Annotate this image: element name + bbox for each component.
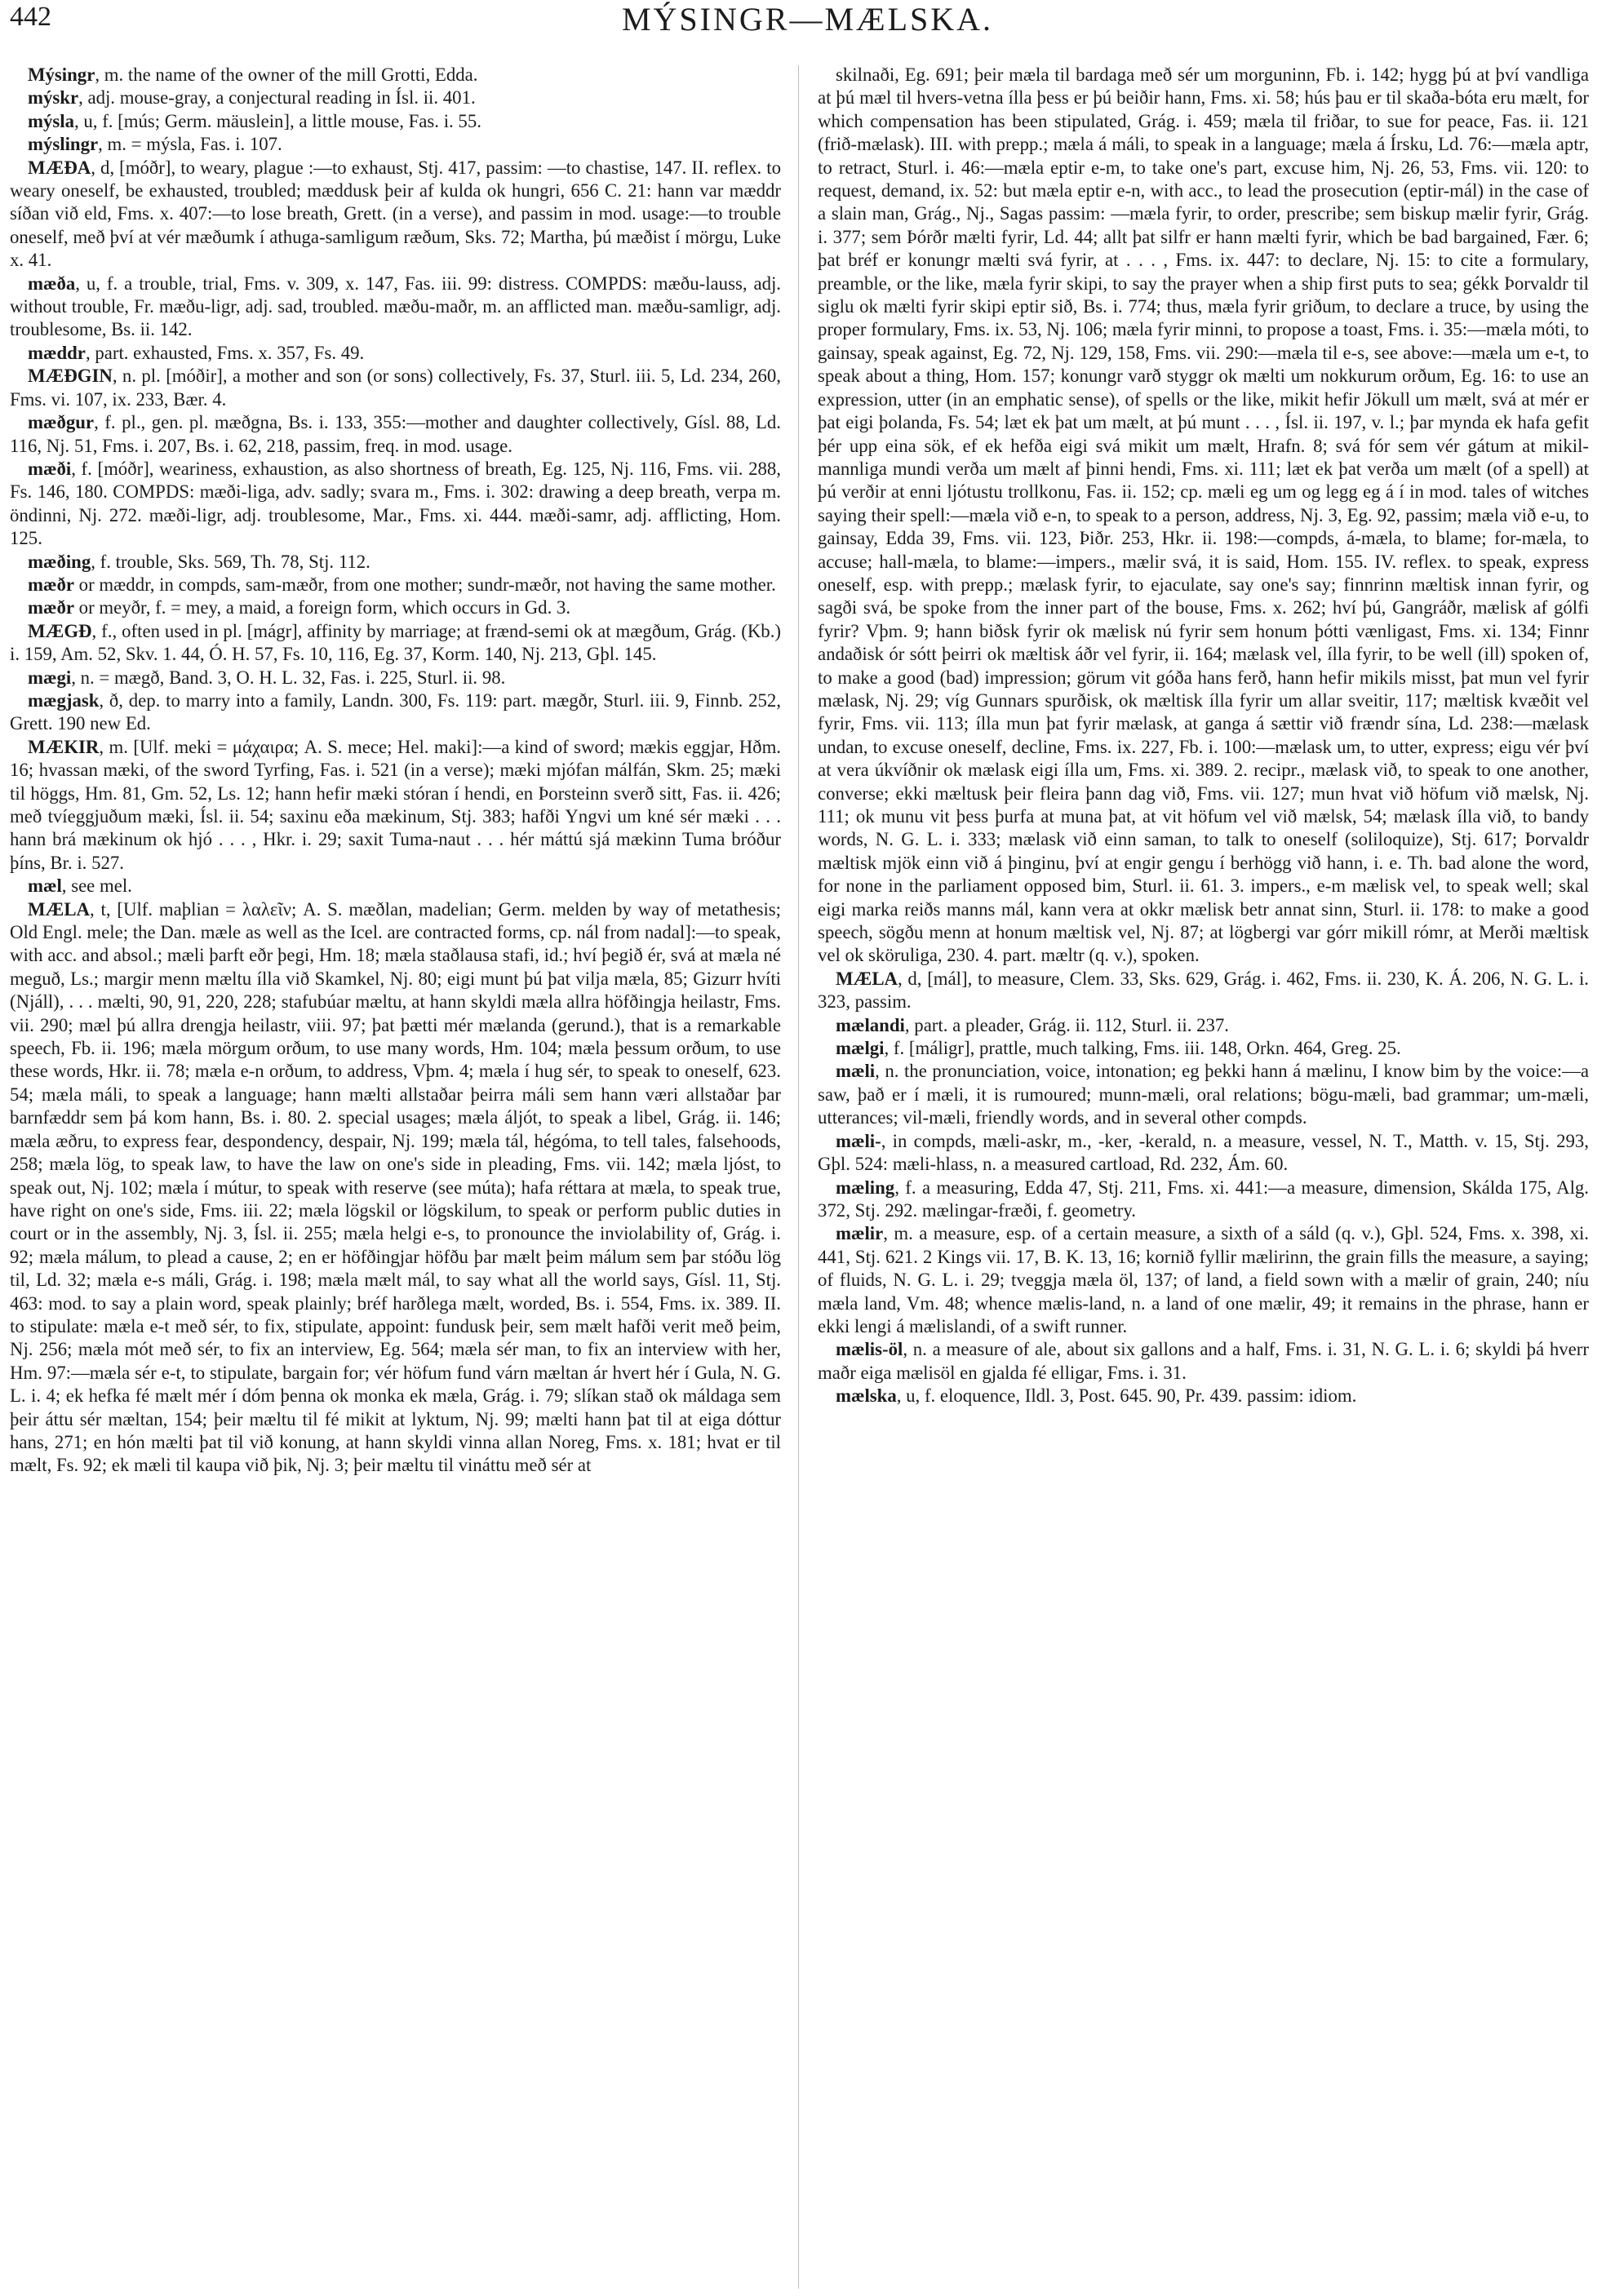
dictionary-entry: [10, 689, 781, 736]
entry-headword: mæðing: [28, 551, 91, 572]
dictionary-entry: [818, 968, 1589, 1014]
dictionary-entry: [10, 620, 781, 667]
left-column: [10, 64, 781, 2287]
entry-text: , adj. mouse-gray, a conjectural reading in Ísl. ii. 401.: [78, 87, 476, 109]
entry-text: , part. a pleader, Grág. ii. 112, Sturl. ii. 237.: [904, 1014, 1229, 1035]
dictionary-entry: [818, 1177, 1589, 1223]
dictionary-entry: [10, 273, 781, 342]
entry-headword: mæði: [28, 458, 72, 479]
right-column: [818, 64, 1589, 2287]
entry-text: or meyðr, f. = mey, a maid, a foreign form, which occurs in Gd. 3.: [73, 597, 571, 618]
entry-text: , see mel.: [61, 875, 132, 897]
entry-text: , f. pl., gen. pl. mæðgna, Bs. i. 133, 355:—mother and daughter collectively, Gísl. 88, Ld. 116, Nj. 51, Fms. i. 207, Bs. i. 62, 218, passim, freq. in mod. usage.: [10, 412, 781, 456]
entry-headword: MÆÐA: [28, 157, 91, 178]
entry-headword: mæðr: [28, 597, 74, 618]
entry-headword: mæðgur: [28, 412, 95, 433]
entry-headword: mæling: [836, 1177, 895, 1198]
dictionary-entry: [10, 667, 781, 689]
dictionary-entry: [10, 86, 781, 109]
entry-text: , m. [Ulf. meki = μάχαιρα; A. S. mece; Hel. maki]:—a kind of sword; mækis eggjar, Hðm. 16; hvassan mæki, of the sword Tyrfing, Fas. i. 521 (in a verse); mæki mjófan málfán, Skm. 25; mæki til höggs, Hm. 81, Gm. 52, Ls. 12; hann hefir mæki stóran í hendi, en Þorsteinn sverð sitt, Fas. ii. 426; með tvíeggjuðum mæki, Ísl. ii. 54; saxinu eða mækinum, Stj. 383; hafði Yngvi um kné sér mæki . . . hann brá mækinum ok hjó . . . , Hkr. i. 29; saxit Tuma-naut . . . hér máttú sjá mækinn Tuma bróður þíns, Br. i. 527.: [10, 736, 781, 873]
entry-headword: mýskr: [28, 87, 79, 109]
entry-text: , f. a measuring, Edda 47, Stj. 211, Fms. xi. 441:—a measure, dimension, Skálda 175, Alg. 372, Stj. 292. mælingar-fræði, f. geometry.: [818, 1177, 1589, 1221]
dictionary-entry: [10, 64, 781, 86]
entry-text: , d, [mál], to measure, Clem. 33, Sks. 629, Grág. i. 462, Fms. ii. 230, K. Á. 206, N. G. L. i. 323, passim.: [818, 968, 1589, 1013]
entry-headword: mægjask: [28, 689, 100, 711]
entry-text: or mæddr, in compds, sam-mæðr, from one mother; sundr-mæðr, not having the same mother.: [73, 574, 776, 595]
entry-headword: MÆGÐ: [28, 620, 92, 641]
dictionary-entry: [10, 574, 781, 596]
entry-text: , in compds, mæli-askr, m., -ker, -kerald, n. a measure, vessel, N. T., Matth. v. 15, Stj. 293, Gþl. 524: mæli-hlass, n. a measured cartload, Rd. 232, Ám. 60.: [818, 1130, 1589, 1175]
entry-headword: mæli: [836, 1061, 876, 1082]
entry-text: , n. a measure of ale, about six gallons and a half, Fms. i. 31, N. G. L. i. 6; skyldi þá hverr maðr eiga mælisöl en gjalda fé elligar, Fms. i. 31.: [818, 1339, 1589, 1383]
dictionary-entry: [10, 342, 781, 365]
entry-headword: MÆÐGIN: [28, 366, 113, 387]
dictionary-entry: [10, 133, 781, 156]
entry-text: , f. [móðr], weariness, exhaustion, as also shortness of breath, Eg. 125, Nj. 116, Fms. vii. 288, Fs. 146, 180. COMPDS: mæði-liga, adv. sadly; svara m., Fms. i. 302: drawing a deep breath, verpa m. öndinni, Nj. 272. mæði-ligr, adj. troublesome, Mar., Fms. xi. 444. mæði-samr, adj. afflicting, Hom. 125.: [10, 458, 781, 549]
dictionary-entry: [10, 458, 781, 551]
entry-headword: mæddr: [28, 342, 86, 363]
entry-text: , u, f. eloquence, Ildl. 3, Post. 645. 90, Pr. 439. passim: idiom.: [896, 1385, 1357, 1407]
entry-text: , f. trouble, Sks. 569, Th. 78, Stj. 112.: [91, 551, 370, 572]
entry-headword: mýslingr: [28, 134, 99, 155]
dictionary-entry: [818, 64, 1589, 968]
running-title: MÝSINGR—MÆLSKA.: [621, 1, 994, 38]
entry-headword: mælir: [836, 1223, 884, 1244]
entry-headword: mælska: [836, 1385, 897, 1407]
entry-headword: MÆLA: [836, 968, 898, 989]
dictionary-entry: [10, 736, 781, 875]
entry-text: , f., often used in pl. [mágr], affinity by marriage; at frænd-semi ok at mægðum, Grág. (Kb.) i. 159, Am. 52, Skv. 1. 44, Ó. H. 57, Fs. 10, 116, Eg. 37, Korm. 140, Nj. 213, Gþl. 145.: [10, 620, 781, 665]
entry-headword: mælis-öl: [836, 1339, 903, 1360]
dictionary-entry: [10, 596, 781, 619]
dictionary-entry: [818, 1338, 1589, 1385]
entry-text: , m. the name of the owner of the mill Grotti, Edda.: [95, 64, 478, 85]
dictionary-entry: [10, 110, 781, 133]
dictionary-entry: [10, 365, 781, 411]
entry-text: , m. = mýsla, Fas. i. 107.: [98, 134, 282, 155]
dictionary-entry: [818, 1037, 1589, 1060]
dictionary-entry: [818, 1060, 1589, 1129]
dictionary-entry: [10, 898, 781, 1478]
entry-headword: mælandi: [836, 1014, 905, 1035]
entry-text: , u, f. [mús; Germ. mäuslein], a little mouse, Fas. i. 55.: [74, 110, 481, 131]
entry-text: , part. exhausted, Fms. x. 357, Fs. 49.: [85, 342, 365, 363]
dictionary-entry: [10, 551, 781, 574]
dictionary-entry: [10, 411, 781, 458]
dictionary-entry: [818, 1014, 1589, 1037]
page-header: [10, 0, 1605, 38]
entry-text: , n. the pronunciation, voice, intonation; eg þekki hann á mælinu, I know bim by the voice:—a saw, það er í mæli, it is rumoured; munn-mæli, oral relations; bögu-mæli, bad grammar; um-mæli, utterances; vil-mæli, friendly words, and in several other compds.: [818, 1061, 1589, 1128]
dictionary-entry: [818, 1130, 1589, 1177]
entry-text: , t, [Ulf. maþlian = λαλεῖν; A. S. mæðlan, madelian; Germ. melden by way of metathesis; Old Engl. mele; the Dan. mæle as well as the Icel. are contracted forms, cp. nál from nadal]:—to speak, with acc. and absol.; mæli þarft eðr þegi, Hm. 18; mæla staðlausa stafi, id.; hví þegið ér, svá at mæla né meguð, Ls.; margir menn mæltu ílla við Skamkel, Nj. 80; eigi munt þú þat vilja mæla, 85; Gizurr hvíti (Njáll), . . . mælti, 90, 91, 220, 228; stafubúar mæltu, at hann skyldi mæla allra höfðingja heilastr, Fms. vii. 290; mæl þú allra drengja heilastr, viii. 97; þat þætti mér mælanda (gerund.), that is a remarkable speech, Fb. ii. 196; mæla mörgum orðum, to use many words, Hm. 104; mæla þessum orðum, to use these words, Hkr. ii. 78; mæla e-n orðum, to address, Vþm. 4; mæla í hug sér, to speak to oneself, 623. 54; mæla máli, to speak a language; hann mælti allstaðar þeirra máli sem hann væri allstaðar þar barnfæddr sem þá kom hann, Bs. i. 80. 2. special usages; mæla áljót, to speak a libel, Grág. ii. 146; mæla æðru, to express fear, despondency, despair, Nj. 199; mæla tál, hégóma, to tell tales, falsehoods, 258; mæla lög, to speak law, to have the law on one's side in pleading, Fms. vii. 142; mæla ljóst, to speak out, Nj. 102; mæla í mútur, to speak with reserve (see múta); hafa réttara at mæla, to speak true, have right on one's side, Fms. iii. 22; mæla lögskil or lögskilum, to speak or perform public duties in court or in the assembly, Nj. 3, Ísl. ii. 255; mæla helgi e-s, to pronounce the inviolability of, Grág. i. 92; mæla málum, to plead a cause, 2; en er höfðingjar höfðu þar mælt þeim málum sem þar stóðu lög til, Ld. 32; mæla e-s máli, Grág. i. 198; mæla mælt mál, to say what all the world says, Gísl. 11, Stj. 463: mod. to say a plain word, speak plainly; bréf harðlega mælt, worded, Bs. i. 554, Fms. ix. 389. II. to stipulate: mæla e-t með sér, to fix, stipulate, appoint: fundusk þeir, sem mælt hafði verit með þeim, Nj. 256; mæla mót með sér, to fix an interview, Eg. 564; mæla sér man, to fix an interview with her, Hm. 97:—mæla sér e-t, to stipulate, bargain for; vér höfum fund várn mæltan ár hvert hér í Gula, N. G. L. i. 4; ek hefka fé mælt mér í dóm þenna ok monka ek mæla, Grág. i. 79; slíkan stað ok máldaga sem þeir áttu sér mæltan, 154; þeir mæltu til fé mikit at lyktum, Nj. 99; mælti hann þat til at eiga dóttur hans, 271; en hón mælti þat til við konung, at hann skyldi vinna allan Noreg, Fms. x. 181; hvat er til mælt, Fs. 92; ek mæli til kaupa við þik, Nj. 3; þeir mæltu til vináttu með sér at: [10, 898, 781, 1476]
entry-headword: mægi: [28, 667, 72, 688]
entry-headword: mæli-: [836, 1130, 881, 1151]
entry-text: , n. = mægð, Band. 3, O. H. L. 32, Fas. i. 225, Sturl. ii. 98.: [71, 667, 506, 688]
entry-text: , ð, dep. to marry into a family, Landn. 300, Fs. 119: part. mægðr, Sturl. iii. 9, Finnb. 252, Grett. 190 new Ed.: [10, 689, 781, 734]
page-number: 442: [10, 2, 51, 32]
dictionary-entry: [818, 1385, 1589, 1407]
entry-text: , u, f. a trouble, trial, Fms. v. 309, x. 147, Fas. iii. 99: distress. COMPDS: mæðu-lauss, adj. without trouble, Fr. mæðu-ligr, adj. sad, troubled. mæðu-maðr, m. an afflicted man. mæðu-samligr, adj. troublesome, Bs. ii. 142.: [10, 273, 781, 340]
entry-text: , d, [móðr], to weary, plague :—to exhaust, Stj. 417, passim: —to chastise, 147. II. reflex. to weary oneself, be exhausted, troubled; mæddusk þeir af kulda ok hungri, 656 C. 21: hann var mæddr síðan við eld, Fms. x. 407:—to lose breath, Grett. (in a verse), and passim in mod. usage:—to trouble oneself, með því at vér mæðumk í athuga-samligum ræðum, Sks. 72; Martha, þú mæðist í mörgu, Luke x. 41.: [10, 157, 781, 271]
entry-headword: mæðr: [28, 574, 74, 595]
entry-headword: mælgi: [836, 1038, 885, 1059]
entry-headword: mæða: [28, 273, 76, 294]
entry-headword: Mýsingr: [28, 64, 95, 85]
entry-text: skilnaði, Eg. 691; þeir mæla til bardaga með sér um morguninn, Fb. i. 142; hygg þú at því vandliga at þú mæl til hvers-vetna ílla þess er þú beiðir hann, Fms. xi. 58; hús þau er til skaða-bóta eru mælt, for which compensation has been stipulated, Grág. i. 459; mæla til friðar, to sue for peace, Fas. ii. 121 (frið-mælask). III. with prepp.; mæla á máli, to speak in a language; mæla á Írsku, Ld. 76:—mæla aptr, to retract, Sturl. i. 46:—mæla eptir e-m, to take one's part, excuse him, Nj. 26, 53, Fms. vii. 120: to request, demand, ix. 52: but mæla eptir e-n, with acc., to lead the prosecution (eptir-mál) in the case of a slain man, Grág., Nj., Sagas passim: —mæla fyrir, to order, prescribe; sem biskup mælir fyrir, Grág. i. 377; sem Þórðr mælti fyrir, Ld. 44; allt þat silfr er hann mælti fyrir, which be bad bargained, Fær. 6; þat bréf er konungr mælti svá fyrir, at . . . , Fms. ix. 447: to declare, Nj. 15: to cite a formulary, preamble, or the like, mæla fyrir skipi, to say the prayer when a ship first puts to sea; gékk Þorvaldr til siglu ok mælti fyrir skipi eptir sið, Bs. i. 774; thus, mæla fyrir griðum, to declare a truce, by using the proper formulary, Fms. ix. 53, Nj. 106; mæla fyrir minni, to propose a toast, Fms. i. 35:—mæla móti, to gainsay, speak against, Eg. 72, Nj. 129, 158, Fms. vii. 290:—mæla til e-s, see above:—mæla um e-t, to speak about a thing, Hom. 157; konungr varð styggr ok mælti um nokkurum orðum, Eg. 16: to use an expression, utter (in an emphatic sense), of spells or the like, mikit hefir Jökull um mælt, svá at mér er þat eigi þolanda, Fs. 54; læt ek þat um mælt, at þú munt . . . , Ísl. ii. 197, v. l.; þar mynda ek hafa gefit þér upp eina sök, ef ek hefða eigi svá mikit um mælt, Hrafn. 8; svá fór sem vér gátum at mikil-mannliga mundi verða um mælt af þinni hendi, Fms. xi. 111; læt ek þat verða um mælt (of a spell) at þú verðir at enni ljótustu trollkonu, Fas. ii. 152; cp. mæli eg um og legg eg á í in mod. tales of witches saying their spell:—mæla við e-n, to speak to a person, address, Nj. 3, Eg. 92, passim; mæla við e-u, to gainsay, Edda 39, Fms. vii. 123, Þiðr. 253, Hkr. ii. 198:—compds, á-mæla, to blame; for-mæla, to accuse; hall-mæla, to blame:—impers., mælir svá, it is said, Hom. 155. IV. reflex. to speak, express oneself, esp. with prepp.; mælask fyrir, to ejaculate, say one's say; finnrinn mæltisk innan fyrir, og sagði svá, be spoke from the inner part of the bouse, Fms. x. 262; hví þú, Gangráðr, mælisk af gólfi fyrir? Vþm. 9; hann biðsk fyrir ok mælisk nú fyrir sem honum þótti vænligast, Fms. xi. 134; Finnr andaðisk ór sótt þeirri ok mæltisk áðr vel fyrir, ii. 164; mælask vel, ílla fyrir, to be well (ill) spoken of, to make a good (bad) impression; görum vit góða hans ferð, hann hefir mikils misst, þat mun vel fyrir mælask, Nj. 29; víg Gunnars spurðisk, ok mæltisk ílla fyrir um allar sveitir, 117; mæltisk kvæðit vel fyrir, Fms. vii. 113; ílla mun þat fyrir mælask, at ganga á sættir við frændr sína, Ld. 238:—mælask undan, to excuse oneself, decline, Fms. ix. 227, Fb. i. 100:—mælask um, to utter, express; eigu vér því at vera úkvíðnir ok mælask eigi ílla um, Fms. xi. 389. 2. recipr., mælask við, to speak to one another, converse; ekki mæltusk þeir fleira þann dag við, Fms. vii. 127; mun hvat við höfum við mælsk, Nj. 111; ok munu vit þess þurfa at muna þat, at vit höfum vel við mælsk, 54; mælask ílla við, to bandy words, N. G. L. i. 333; mælask við einn saman, to talk to oneself (soliloquize), Stj. 617; Þorvaldr mæltisk mjök einn við á þinginu, því at engir gengu í berhögg við hann, i. e. Th. bad alone the word, for none in the parliament opposed bim, Sturl. ii. 61. 3. impers., e-m mælisk vel, to speak well; skal eigi marka reiðs manns mál, kann vera at okkr mælisk betr annat sinn, Sturl. ii. 178: to make a good speech, sögðu menn at honum mæltisk vel, Nj. 87; at lögbergi var górr mikill rómr, at Merði mæltisk vel ok sköruliga, 230. 4. part. mæltr (q. v.), spoken.: [818, 64, 1589, 966]
column-divider: [798, 65, 799, 2289]
entry-headword: MÆKIR: [28, 736, 100, 757]
dictionary-entry: [818, 1222, 1589, 1338]
entry-text: , f. [máligr], prattle, much talking, Fms. iii. 148, Orkn. 464, Greg. 25.: [884, 1038, 1401, 1059]
entry-headword: MÆLA: [28, 898, 90, 920]
entry-text: , m. a measure, esp. of a certain measure, a sixth of a sáld (q. v.), Gþl. 524, Fms. x. 398, xi. 441, Stj. 621. 2 Kings vii. 17, B. K. 13, 16; kornið fyllir mælirinn, the grain fills the measure, a saying; of fluids, N. G. L. i. 29; tveggja mæla öl, 137; of land, a field sown with a mælir of grain, 240; níu mæla land, Vm. 48; whence mælis-land, n. a land of one mælir, 49; it remains in the phrase, hann er ekki lengi á mælislandi, of a swift runner.: [818, 1223, 1589, 1336]
entry-text: , n. pl. [móðir], a mother and son (or sons) collectively, Fs. 37, Sturl. iii. 5, Ld. 234, 260, Fms. vi. 107, ix. 233, Bær. 4.: [10, 366, 781, 410]
entry-headword: mæl: [28, 875, 62, 897]
dictionary-entry: [10, 875, 781, 898]
entry-headword: mýsla: [28, 110, 74, 131]
dictionary-entry: [10, 157, 781, 273]
